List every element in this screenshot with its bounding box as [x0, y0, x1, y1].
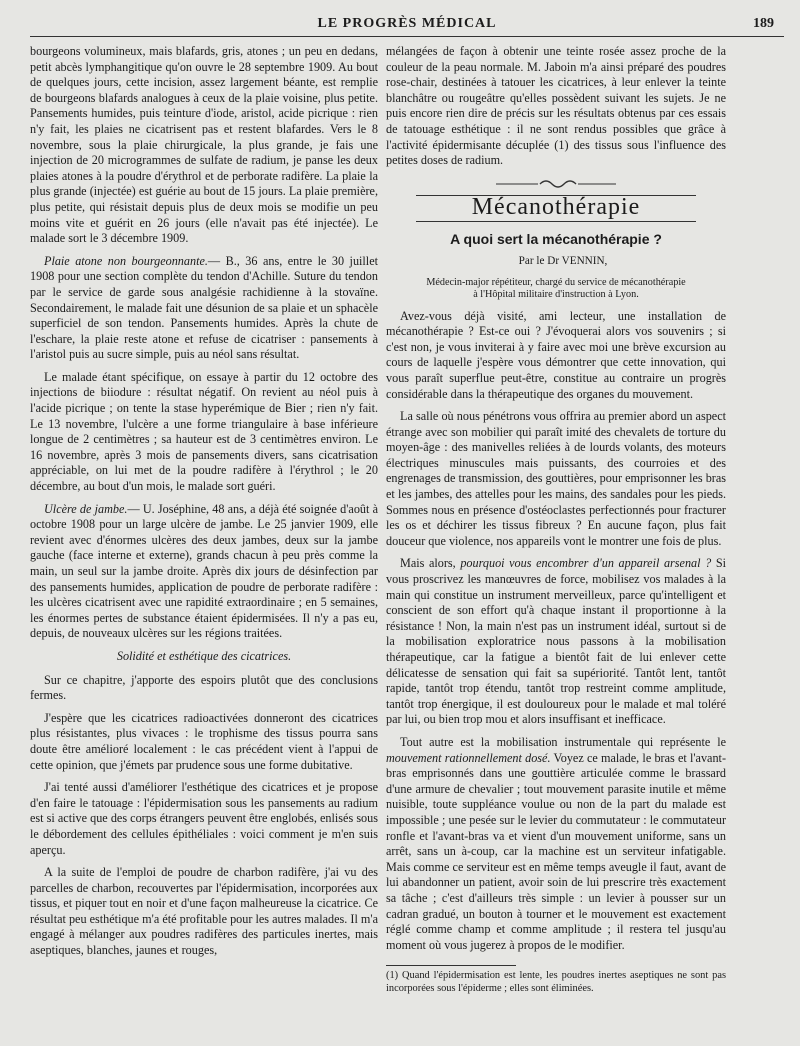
case-paragraph [30, 254, 378, 363]
text-run: Tout autre est la mobilisation instrumentale qui représente le [400, 734, 726, 749]
paragraph [386, 735, 726, 953]
byline: Par le Dr VENNIN, [518, 254, 608, 267]
italic-run: mouvement rationnellement dosé. [386, 750, 551, 765]
right-column [386, 44, 726, 1002]
text-run: Voyez ce malade, le bras et l'avant-bras emprisonnés dans une gouttière articulée comme le brassard d'une armure de chevalier ; tout mouvement parasite inutile et même nuisible, toute suppléance voulue ou non de la part du malade est impossible ; une pesée sur le levier du commutateur : le commutateur ronfle et l'avant-bras va et vient d'un mouvement uniforme, sans un arrêt, sans un à-coup, car la machine est un serviteur infatigable. Mais comme ce serviteur est en même temps aveugle il faut, avant de lui abandonner un patient, avoir soin de lui prescrire très exactement sa tâche ; c'est d'ailleurs très simple : un levier à pousser sur un cadran gradué, un bouton à tourner et le mouvement est exactement réglé comme champ et comme amplitude ; il restera tel jusqu'au moment où vous jugerez à propos de le modifier. [386, 750, 727, 952]
text-run: Si vous proscrivez les manœuvres de force, mobilisez vos malades à la main qui constitue un instrument merveilleux, parce qu'intelligent et conscient de son effort qu'à chaque instant il proportionne à la résistance ! Non, la main n'est pas un instrument idéal, surtout si de la mobilisation exploratrice nous passons à la mobilisation thérapeutique, car la fatigue a bientôt fait de lui enlever cette délicatesse de sensation qui fait sa supériorité. Tantôt lent, tantôt rapide, tantôt trop étendu, tantôt trop restreint comme amplitude, tantôt trop énergique, il est douloureux pour le malade et mal toléré par lui, ou bien trop mou et alors insuffisant et inefficace. [386, 556, 726, 727]
affiliation-line: Médecin-major répétiteur, chargé du service de mécanothérapie [426, 276, 686, 288]
author-affiliation [386, 277, 726, 301]
paragraph: J'ai tenté aussi d'améliorer l'esthétique des cicatrices et je propose d'en faire le tatouage : l'épidermisation sous les pansements au radium est si active que des corps étrangers peuvent être englobés, enlisés sous le débordement des cellules épithéliales : voici comment je m'en suis aperçu. [30, 780, 378, 857]
paragraph: La salle où nous pénétrons vous offrira au premier abord un aspect étrange avec son mobilier qui paraît imité des chevalets de torture du moyen-âge : des manivelles reliées à de lourds volants, des moteurs électriques minuscules mais puissants, des courroies et des engrenages de transmission, des gouttières, pour emprisonner les bras et les jambes, des attelles pour les mains, des sandales pour les pieds. Sommes nous en présence d'ostéoclastes perfectionnés pour fracturer les os et déchirer les tissus fibreux ? En aucune façon, plus fait douceur que violence, nos appareils vont le montrer une fois de plus. [386, 409, 726, 548]
paragraph [386, 556, 726, 728]
section-title: Mécanothérapie [416, 195, 696, 223]
article-title: A quoi sert la mécanothérapie ? [450, 231, 662, 248]
left-column [30, 44, 378, 966]
paragraph: J'espère que les cicatrices radioactivées donneront des cicatrices plus résistantes, plus vivaces : le trophisme des tissus pourra sans doute être amélioré localement : le cas précédent vient à l'appui de cette opinion, que j'émets par prudence sous une forme dubitative. [30, 710, 378, 772]
paragraph: bourgeons volumineux, mais blafards, gris, atones ; un peu en dedans, petit abcès lymphangitique qu'on ouvre le 28 septembre 1909. Au bout de quelques jours, cette incision, assez largement béante, est remplie de bourgeons blafards analogues à ceux de la plaie voisine, plus petite. Pansements humides, puis teinture d'iode, aristol, acide picrique : rien n'y fait, les plaies ne cicatrisent pas et restent blafardes. Vers le 8 novembre, sous la plaie chirurgicale, la plus grande, je fais une injection de 20 microgrammes de sulfate de radium, je panse les deux plaies atones à la poudre d'érythrol et de perborate radifère. La plaie la plus grande (injectée) est guérie au bout de 15 jours. La plaie première, plus petite, qui résistait depuis plus de deux mois se modifie un peu moins vite et guérit en 26 jours (elle n'avait pas été injectée). Le malade sort le 3 décembre 1909. [30, 44, 378, 246]
page-number: 189 [753, 16, 774, 31]
affiliation-line: à l'Hôpital militaire d'instruction à Lyon. [473, 288, 639, 300]
paragraph: Sur ce chapitre, j'apporte des espoirs plutôt que des conclusions fermes. [30, 672, 378, 703]
case-title: Plaie atone non bourgeonnante. [44, 253, 208, 268]
paragraph: Avez-vous déjà visité, ami lecteur, une installation de mécanothérapie ? Est-ce oui ? J'évoquerai alors vos souvenirs ; si c'est non, je vous inviterai à y faire avec moi une brève excursion au cours de laquelle j'espère vous démontrer que cette innovation, qui vous paraît superflue peut-être, constitue au contraire un progrès considérable dans la thérapeutique des organes du mouvement. [386, 308, 726, 401]
case-text: — B., 36 ans, entre le 30 juillet 1908 pour une section complète du tendon d'Achille. Suture du tendon par le service de garde sous analgésie rachidienne à la stovaïne. Secondairement, le malade fait une désunion de sa plaie et un sphacèle superficiel de son tendon. Pansements humides. Après la chute de l'eschare, la plaie reste atone et refuse de cicatriser : pansements à l'aristol puis au sucre simple, puis au néol sans résultat. [30, 253, 378, 362]
footnote-rule [386, 965, 516, 966]
text-run: Mais alors, [400, 556, 461, 571]
case-paragraph [30, 502, 378, 642]
journal-title: LE PROGRÈS MÉDICAL [317, 16, 497, 31]
paragraph: A la suite de l'emploi de poudre de charbon radifère, j'ai vu des parcelles de charbon, recouvertes par l'épidermisation, incorporées aux tissus, et piquer tout en noir et d'une façon malheureuse la cicatrice. Ce résultat peu esthétique m'a été profitable pour les autres malades. Il m'a engagé à mélanger aux poudres radifères des particules inertes, mais aseptiques, blanches, jaunes et rouges, [30, 865, 378, 958]
italic-run: pourquoi vous encombrer d'un appareil arsenal ? [460, 556, 712, 571]
ornament-icon [496, 177, 616, 191]
paragraph: mélangées de façon à obtenir une teinte rosée assez proche de la couleur de la peau normale. M. Jaboin m'a ainsi préparé des poudres rose-chair, destinées à tatouer les cicatrices, à leur enlever la teinte blanchâtre ou rougeâtre qu'elles possèdent suivant les sujets. Je ne puis encore rien dire de précis sur les résultats obtenus par ces essais de tatouage esthétique : il ne sont rendus possibles que grâce à l'activité épidermisante décuplée (1) des tissus sous l'influence des petites doses de radium. [386, 44, 726, 168]
paragraph: Le malade étant spécifique, on essaye à partir du 12 octobre des injections de biiodure : résultat négatif. On revient au néol puis à l'acide picrique ; on tente la stase hyperémique de Bier ; rien n'y fait. Le 13 novembre, l'ulcère a une forme triangulaire à base inférieure longue de 2 centimètres ; sa hauteur est de 3 centimètres environ. Le 16 novembre, après 3 mois de pansements divers, sans cicatrisation appréciable, on lui met de la poudre radifère à l'érythrol ; le 20 décembre, au bout d'un mois, le malade sort guéri. [30, 369, 378, 494]
page-header [30, 14, 784, 37]
case-text: — U. Joséphine, 48 ans, a déjà été soignée d'août à octobre 1908 pour un large ulcère de jambe. Le 25 janvier 1909, elle revient avec d'énormes ulcères des deux jambes, deux sur la jambe gauche (face interne et externe), grands chacun à peu près comme la main, un seul sur la jambe droite. Après dix jours de désinfection par des pansements humides, application de poudre de perborate radifère : les ulcères cicatrisent avec une rapidité extraordinaire ; en 5 semaines, les énormes pertes de substance étaient épidermisées. Il n'y a pas eu, depuis, de nouveaux ulcères sur les régions traitées. [30, 501, 379, 641]
footnote: (1) Quand l'épidermisation est lente, les poudres inertes aseptiques ne sont pas incorporées sous l'épiderme ; elles sont éliminées. [386, 970, 726, 994]
ornament-divider [386, 177, 726, 191]
section-subheading: Solidité et esthétique des cicatrices. [116, 648, 292, 663]
case-title: Ulcère de jambe. [44, 501, 128, 516]
